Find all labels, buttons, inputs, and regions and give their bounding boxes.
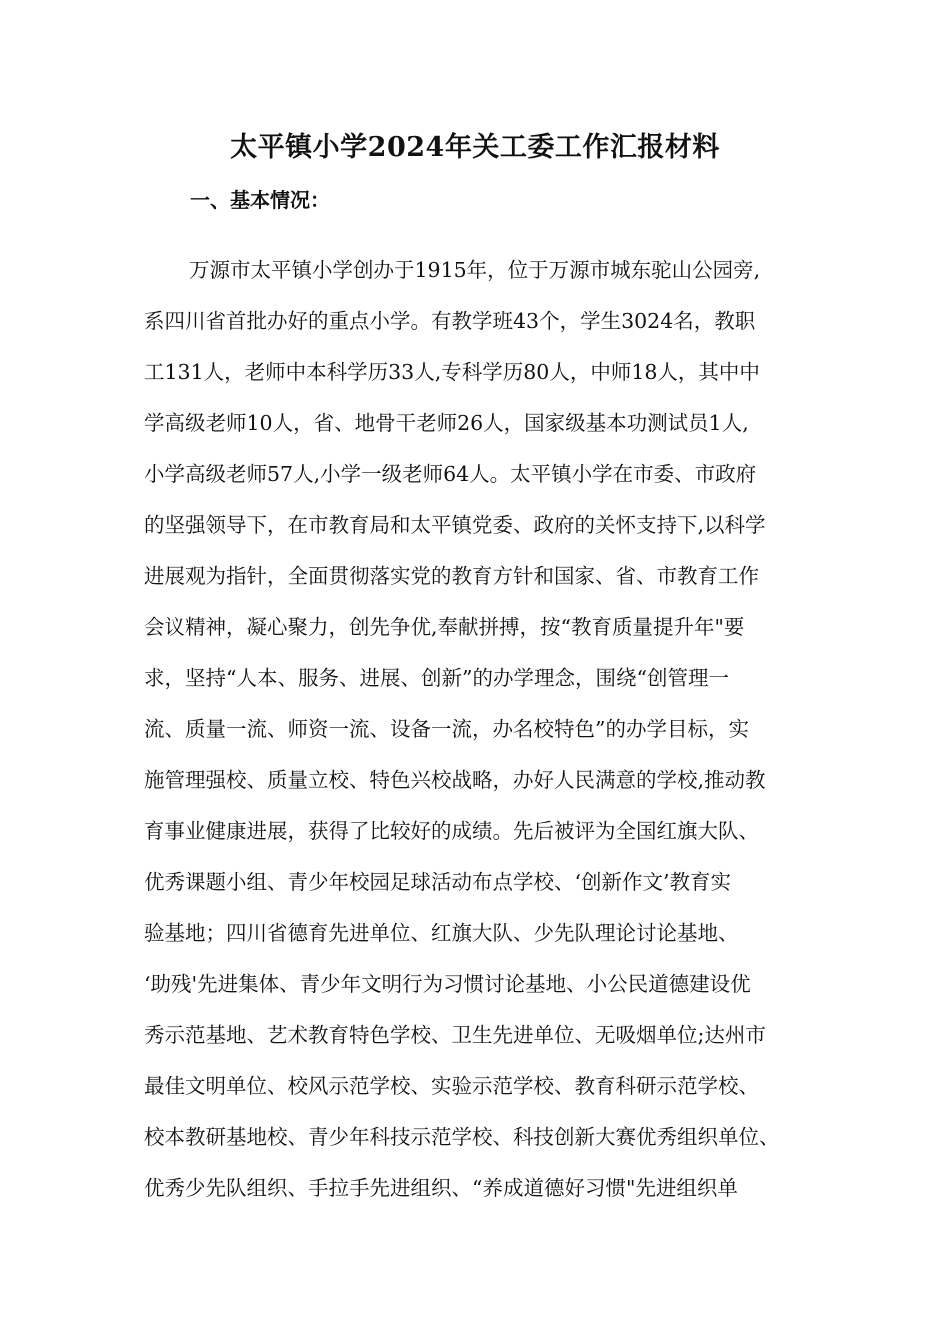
paragraph-line: 的坚强领导下，在市教育局和太平镇党委、政府的关怀支持下,以科学 — [144, 513, 766, 537]
section-heading-basic-info: 一、基本情况： — [190, 188, 330, 212]
paragraph-line: 流、质量一流、师资一流、设备一流，办名校特色”的办学目标，实 — [144, 717, 749, 741]
paragraph-line: 最佳文明单位、校风示范学校、实验示范学校、教育科研示范学校、 — [144, 1074, 759, 1098]
paragraph-line: 优秀少先队组织、手拉手先进组织、“养成道德好习惯"先进组织单 — [144, 1176, 738, 1200]
document-title: 太平镇小学2024年关工委工作汇报材料 — [230, 132, 720, 163]
paragraph-line: 验基地；四川省德育先进单位、红旗大队、少先队理论讨论基地、 — [144, 921, 739, 945]
paragraph-line: 会议精神，凝心聚力，创先争优,奉献拼搏，按“教育质量提升年"要 — [144, 615, 745, 639]
paragraph-line: 施管理强校、质量立校、特色兴校战略，办好人民满意的学校,推动教 — [144, 768, 766, 792]
paragraph-line: 进展观为指针，全面贯彻落实党的教育方针和国家、省、市教育工作 — [144, 564, 759, 588]
paragraph-line: 优秀课题小组、青少年校园足球活动布点学校、‘创新作文’教育实 — [144, 870, 732, 894]
paragraph-line: 系四川省首批办好的重点小学。有教学班43个，学生3024名，教职 — [144, 309, 756, 333]
paragraph-line: 求，坚持“人本、服务、进展、创新”的办学理念，围绕“创管理一 — [144, 666, 729, 690]
paragraph-line: 育事业健康进展，获得了比较好的成绩。先后被评为全国红旗大队、 — [144, 819, 759, 843]
paragraph-line: 学高级老师10人，省、地骨干老师26人，国家级基本功测试员1人, — [144, 411, 749, 435]
paragraph-line: 万源市太平镇小学创办于1915年，位于万源市城东驼山公园旁, — [189, 258, 761, 282]
paragraph-line: 秀示范基地、艺术教育特色学校、卫生先进单位、无吸烟单位;达州市 — [144, 1023, 766, 1047]
body-paragraph — [144, 245, 834, 1214]
paragraph-line: 小学高级老师57人,小学一级老师64人。太平镇小学在市委、市政府 — [144, 462, 757, 486]
paragraph-line: ‘助残'先进集体、青少年文明行为习惯讨论基地、小公民道德建设优 — [144, 972, 751, 996]
paragraph-line: 校本教研基地校、青少年科技示范学校、科技创新大赛优秀组织单位、 — [144, 1125, 780, 1149]
paragraph-line: 工131人，老师中本科学历33人,专科学历80人，中师18人，其中中 — [144, 360, 760, 384]
